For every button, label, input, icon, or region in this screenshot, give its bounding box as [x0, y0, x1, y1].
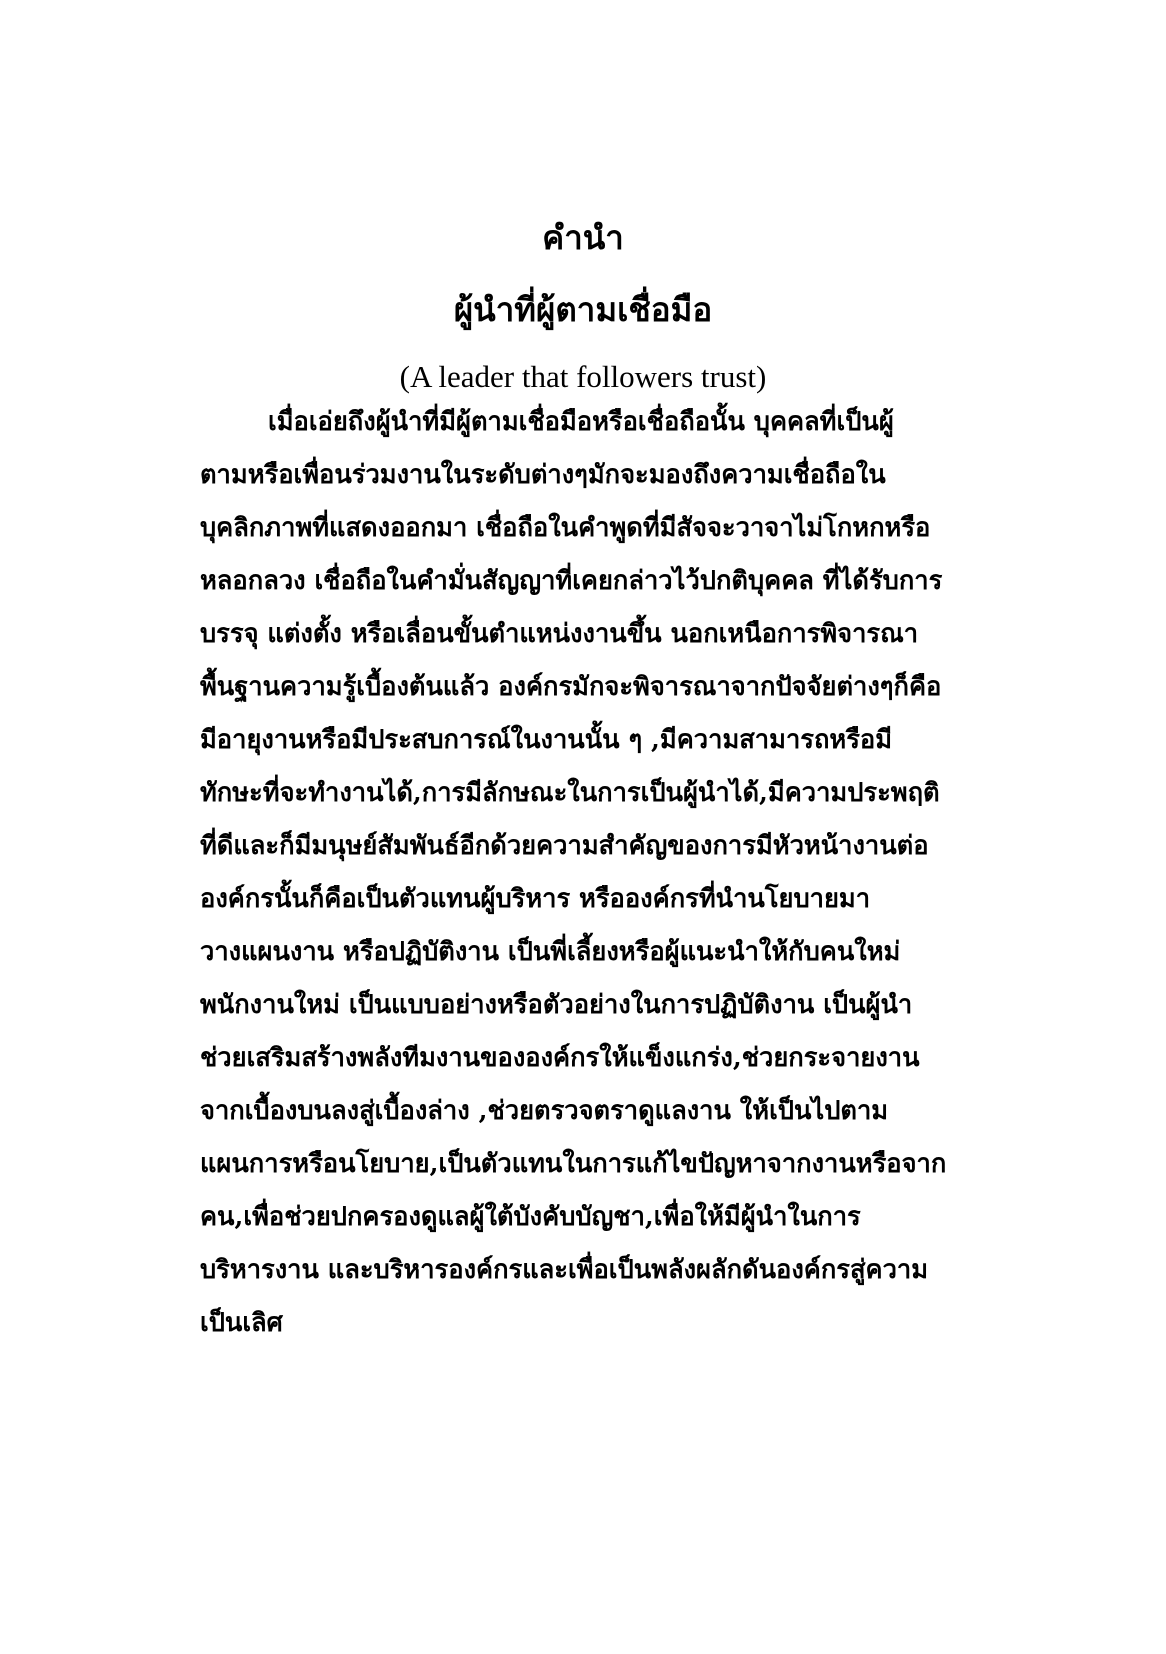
page-title: คำนำ: [542, 218, 624, 257]
body-line: เมื่อเอ่ยถึงผู้นำที่มีผู้ตามเชื่อมือหรือเชื่อถือนั้น บุคคลที่เป็นผู้: [268, 407, 894, 437]
body-line: พื้นฐานความรู้เบื้องต้นแล้ว องค์กรมักจะพิจารณาจากปัจจัยต่างๆก็คือ: [200, 672, 942, 702]
body-line: คน,เพื่อช่วยปกครองดูแลผู้ใต้บังคับบัญชา,เพื่อให้มีผู้นำในการ: [200, 1202, 861, 1232]
body-line: หลอกลวง เชื่อถือในคำมั่นสัญญาที่เคยกล่าวไว้ปกติบุคคล ที่ได้รับการ: [200, 566, 943, 596]
body-line: บรรจุ แต่งตั้ง หรือเลื่อนขั้นตำแหน่งงานขึ้น นอกเหนือการพิจารณา: [200, 619, 919, 649]
english-title: (A leader that followers trust): [399, 359, 767, 394]
body-line: เป็นเลิศ: [200, 1308, 283, 1338]
body-line: ช่วยเสริมสร้างพลังทีมงานขององค์กรให้แข็งแกร่ง,ช่วยกระจายงาน: [200, 1043, 920, 1073]
body-line: แผนการหรือนโยบาย,เป็นตัวแทนในการแก้ไขปัญหาจากงานหรือจาก: [200, 1149, 947, 1179]
body-line: วางแผนงาน หรือปฏิบัติงาน เป็นพี่เลี้ยงหรือผู้แนะนำให้กับคนใหม่: [200, 937, 901, 967]
body-line: บุคลิกภาพที่แสดงออกมา เชื่อถือในคำพูดที่มีสัจจะวาจาไม่โกหกหรือ: [200, 513, 931, 543]
page-subtitle: ผู้นำที่ผู้ตามเชื่อมือ: [453, 290, 713, 329]
body-line: มีอายุงานหรือมีประสบการณ์ในงานนั้น ๆ ,มีความสามารถหรือมี: [200, 725, 893, 755]
body-line: ที่ดีและก็มีมนุษย์สัมพันธ์อีกด้วยความสำคัญของการมีหัวหน้างานต่อ: [200, 831, 929, 861]
body-line: ตามหรือเพื่อนร่วมงานในระดับต่างๆมักจะมองถึงความเชื่อถือใน: [200, 460, 886, 490]
body-line: บริหารงาน และบริหารองค์กรและเพื่อเป็นพลังผลักดันองค์กรสู่ความ: [200, 1255, 929, 1285]
body-line: พนักงานใหม่ เป็นแบบอย่างหรือตัวอย่างในการปฏิบัติงาน เป็นผู้นำ: [200, 990, 913, 1020]
body-line: องค์กรนั้นก็คือเป็นตัวแทนผู้บริหาร หรือองค์กรที่นำนโยบายมา: [200, 884, 871, 914]
body-line: ทักษะที่จะทำงานได้,การมีลักษณะในการเป็นผู้นำได้,มีความประพฤติ: [200, 778, 940, 808]
body-line: จากเบื้องบนลงสู่เบื้องล่าง ,ช่วยตรวจตราดูแลงาน ให้เป็นไปตาม: [200, 1096, 889, 1126]
